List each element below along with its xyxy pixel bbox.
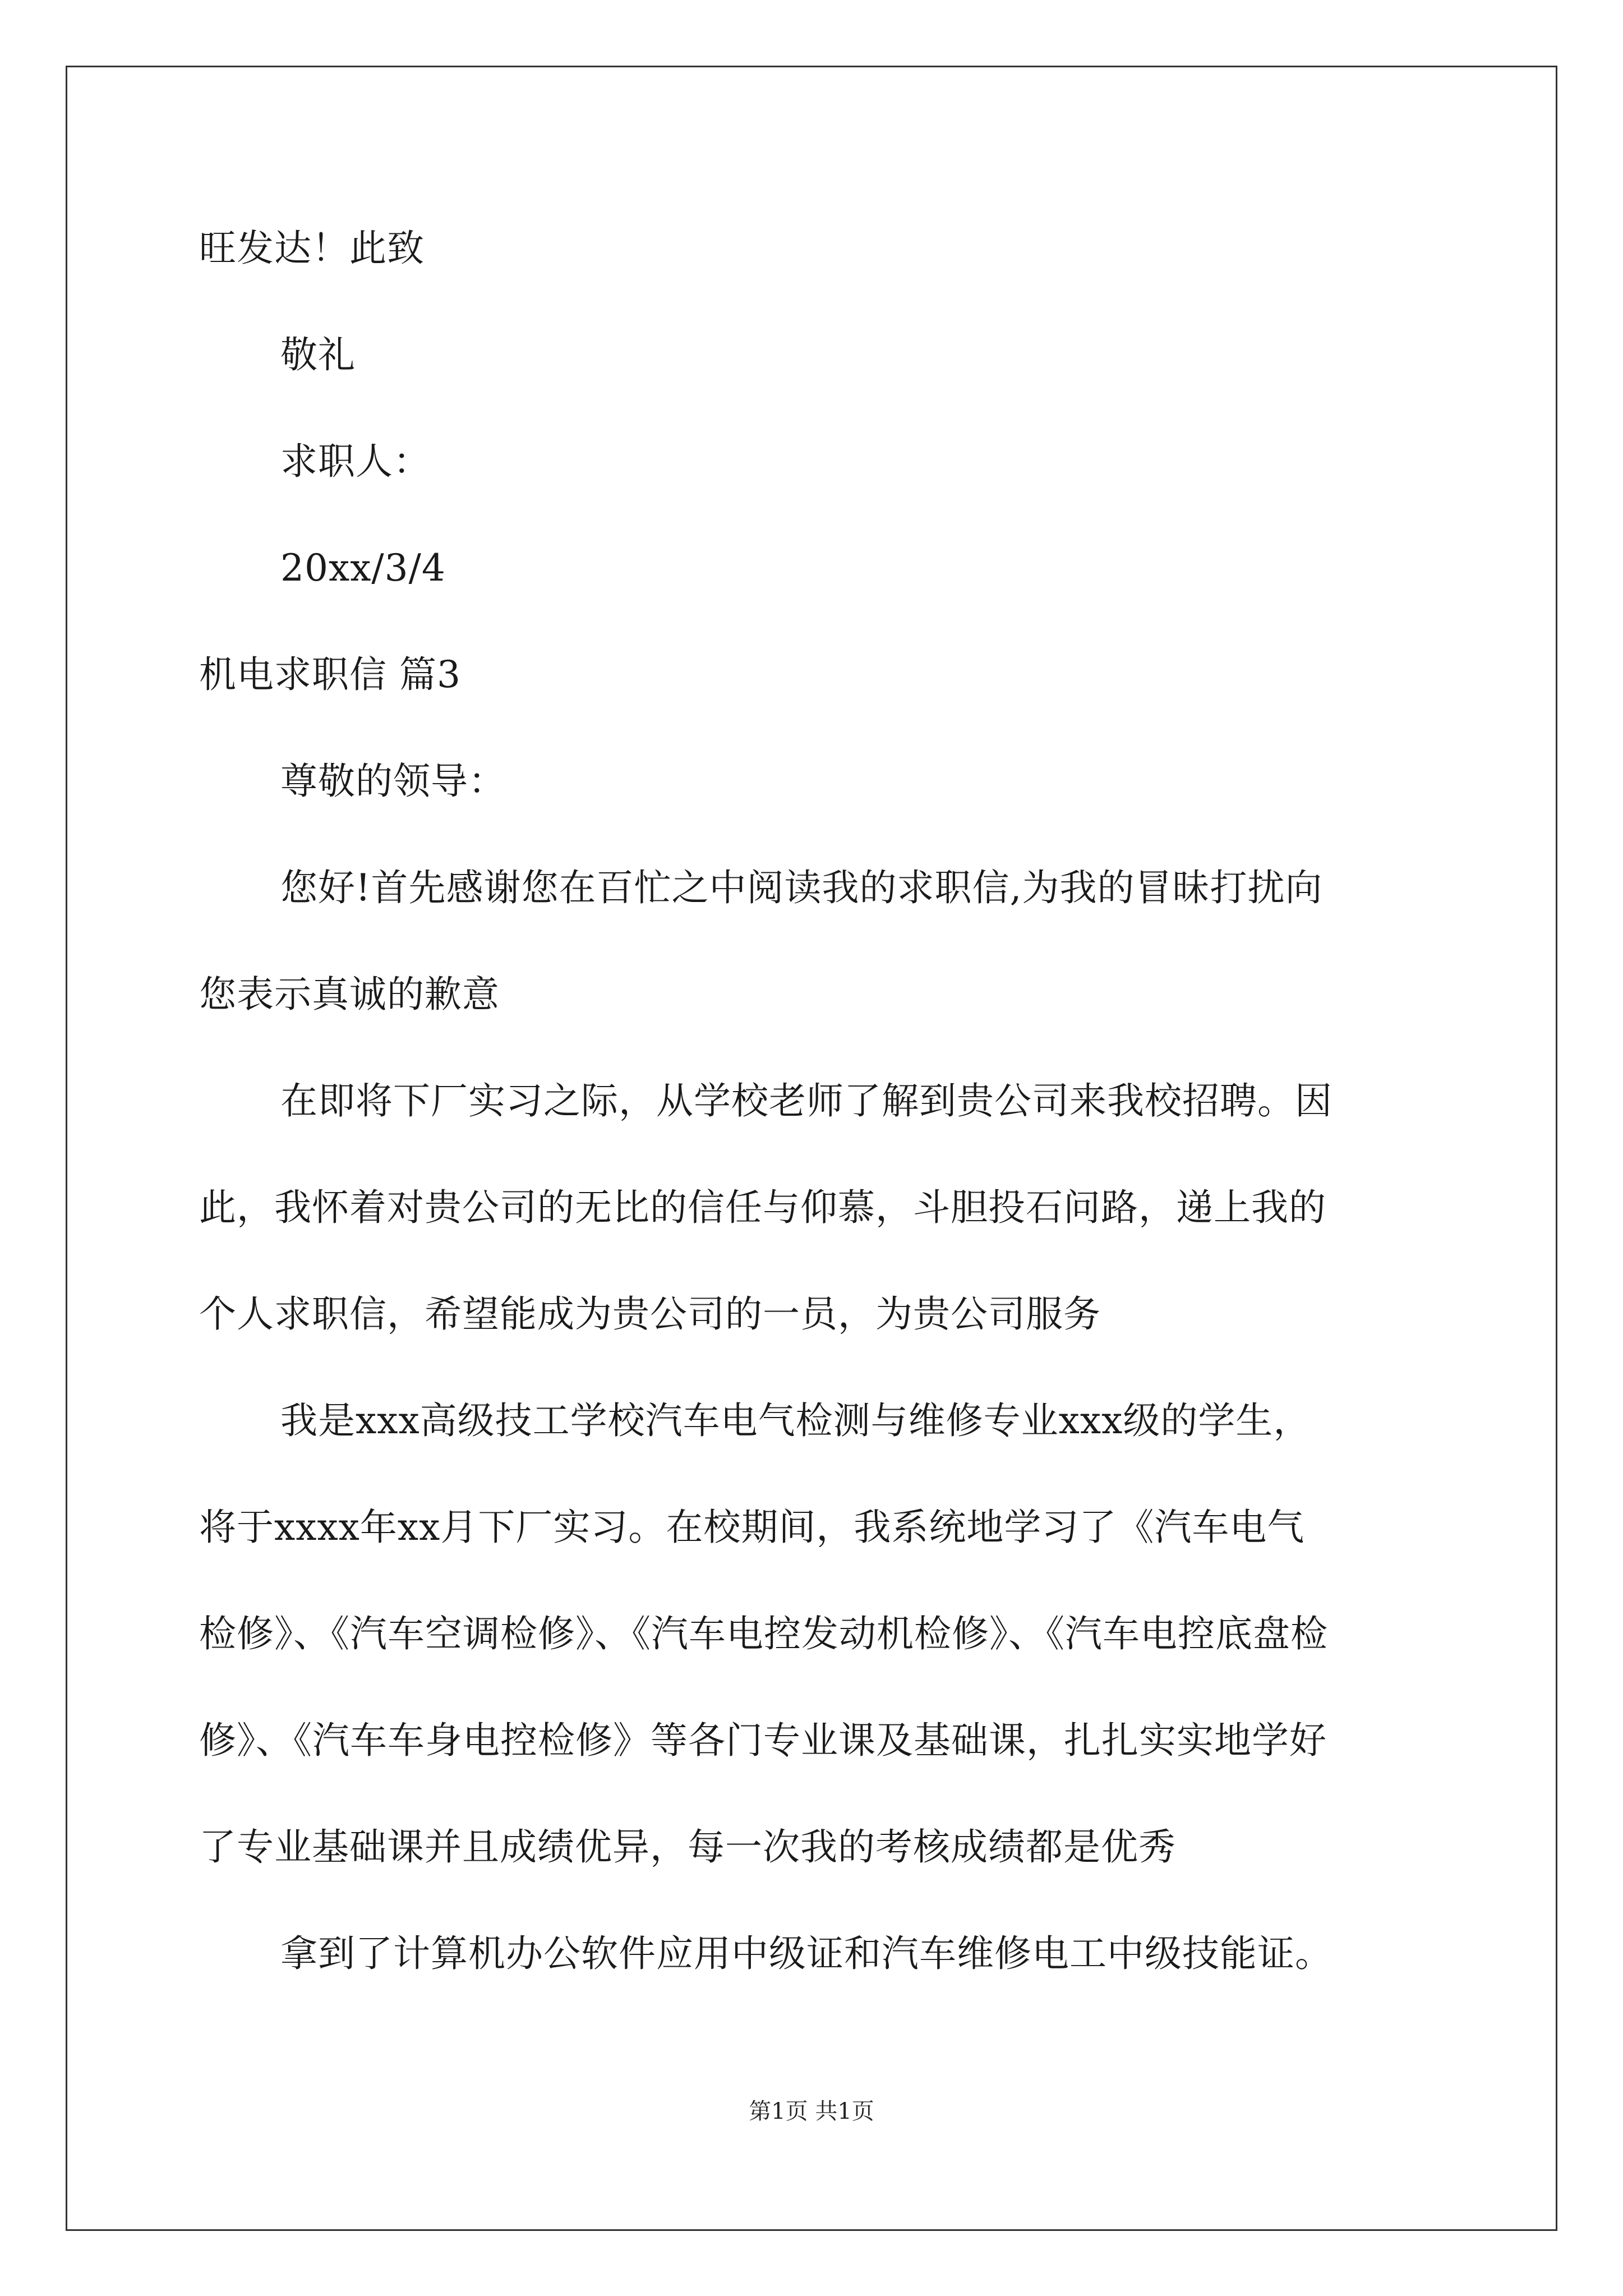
page-footer: 第1页 共1页 bbox=[749, 2099, 874, 2124]
paragraph-line: 我是xxx高级技工学校汽车电气检测与维修专业xxx级的学生， bbox=[280, 1399, 1311, 1442]
closing-line: 旺发达！此致 bbox=[199, 227, 425, 270]
paragraph-line: 在即将下厂实习之际，从学校老师了解到贵公司来我校招聘。因 bbox=[280, 1079, 1332, 1122]
date-line: 20xx/3/4 bbox=[280, 546, 446, 590]
page-border bbox=[66, 66, 1557, 2231]
paragraph-line: 检修》、《汽车空调检修》、《汽车电控发动机检修》、《汽车电控底盘检 bbox=[199, 1612, 1328, 1655]
greeting-line: 尊敬的领导： bbox=[280, 760, 506, 803]
salutation-regards: 敬礼 bbox=[280, 333, 356, 376]
paragraph-line: 此，我怀着对贵公司的无比的信任与仰慕，斗胆投石问路，递上我的 bbox=[199, 1186, 1326, 1229]
paragraph-line: 您好!首先感谢您在百忙之中阅读我的求职信,为我的冒昧打扰向 bbox=[280, 866, 1323, 909]
paragraph-line: 您表示真诚的歉意 bbox=[199, 973, 500, 1016]
paragraph-line: 了专业基础课并且成绩优异，每一次我的考核成绩都是优秀 bbox=[199, 1825, 1176, 1869]
section-heading: 机电求职信 篇3 bbox=[199, 653, 461, 696]
applicant-label: 求职人： bbox=[280, 440, 431, 483]
paragraph-line: 个人求职信，希望能成为贵公司的一员，为贵公司服务 bbox=[199, 1292, 1101, 1336]
paragraph-line: 修》、《汽车车身电控检修》等各门专业课及基础课，扎扎实实地学好 bbox=[199, 1719, 1327, 1762]
paragraph-line: 将于xxxx年xx月下厂实习。在校期间，我系统地学习了《汽车电气 bbox=[199, 1506, 1305, 1549]
paragraph-line: 拿到了计算机办公软件应用中级证和汽车维修电工中级技能证。 bbox=[280, 1932, 1332, 1975]
